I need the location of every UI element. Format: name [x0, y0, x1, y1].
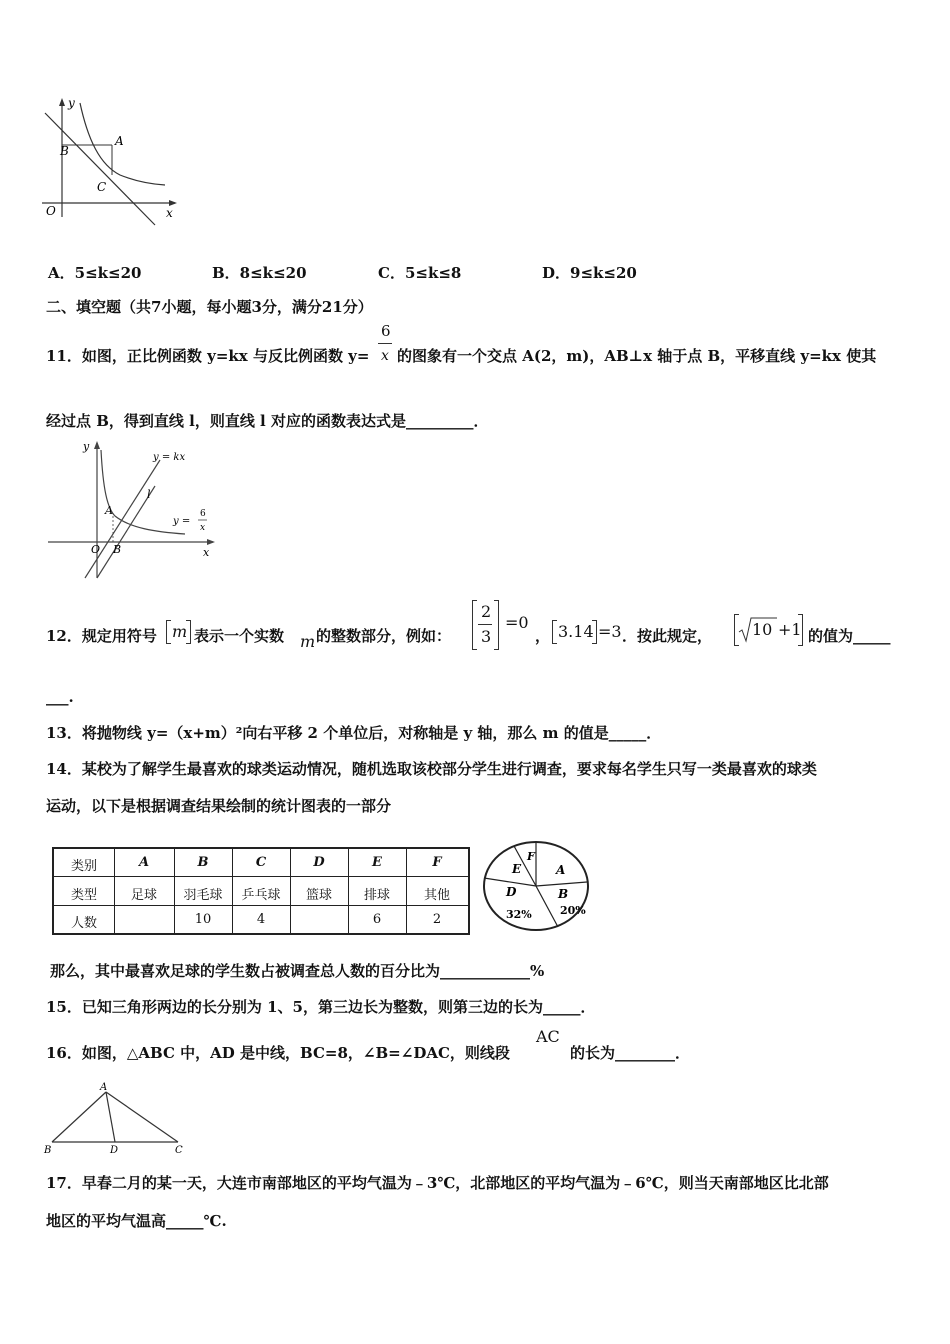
table-type: 足球	[130, 888, 157, 903]
q12-bracket-right	[186, 620, 191, 644]
q14-table	[52, 847, 470, 935]
q12-bracket-m: m	[172, 622, 188, 641]
fig10-x-label: x	[166, 206, 173, 220]
q16-seg: AC	[536, 1027, 560, 1046]
q12-bracket3-right	[798, 614, 803, 646]
q12-ex1-result: =0	[505, 613, 529, 632]
q14-line2: 运动，以下是根据调查结果绘制的统计图表的一部分	[46, 797, 392, 815]
q12-ex2-bracket-right	[592, 620, 597, 644]
q12-ex2-bracket-left	[552, 620, 557, 644]
table-row-header: 类型	[70, 888, 97, 903]
q11-fig-x-label: x	[203, 546, 210, 559]
table-category: A	[138, 855, 150, 870]
table-type: 排球	[363, 888, 390, 903]
table-count: 4	[256, 912, 266, 927]
q14-line1: 14．某校为了解学生最喜欢的球类运动情况，随机选取该校部分学生进行调查，要求每名学生只写一类最喜欢的球类	[46, 760, 817, 778]
q11-fig-point-b: B	[113, 543, 122, 556]
pie-label-b: B	[558, 887, 569, 901]
q11-fig-curve-den: x	[200, 523, 206, 533]
table-category: F	[432, 855, 442, 870]
q16-fig-c: C	[175, 1145, 183, 1156]
q15: 15．已知三角形两边的长分别为 1、5，第三边长为整数，则第三边的长为_____．	[46, 998, 596, 1016]
section-title: 二、填空题（共7小题，每小题3分，满分21分）	[46, 298, 373, 316]
table-count: 2	[432, 912, 442, 927]
q12-ex1-den: 3	[481, 627, 492, 646]
q10-option-a: A．5≤k≤20	[48, 264, 142, 282]
q11-fig-line-l: l	[147, 488, 151, 501]
q10-option-b: B．8≤k≤20	[212, 264, 307, 282]
q11-fig-curve-label: y =	[173, 516, 191, 527]
table-type: 其他	[423, 888, 450, 903]
q17-line1: 17．早春二月的某一天，大连市南部地区的平均气温为﹣3℃，北部地区的平均气温为﹣6℃，则当天南部地区比北部	[46, 1174, 829, 1192]
q16-post: 的长为________．	[570, 1044, 691, 1062]
q14-answer-line: 那么，其中最喜欢足球的学生数占被调查总人数的百分比为____________%	[50, 962, 545, 980]
table-category: B	[197, 855, 209, 870]
q16-figure	[42, 1080, 187, 1158]
q11-figure	[45, 438, 220, 583]
q12-m-var: m	[300, 632, 316, 651]
q12-bracket-left	[166, 620, 171, 644]
q12-mid1: 表示一个实数	[194, 627, 285, 645]
pie-pct-b: 20%	[560, 904, 586, 917]
q12-radicand: 10	[752, 620, 773, 639]
q12-ex1-bracket-left	[472, 600, 477, 650]
pie-label-f: F	[527, 850, 535, 863]
q11-fig-point-a: A	[105, 504, 113, 517]
table-count: 6	[372, 912, 382, 927]
q11-frac-den: x	[381, 348, 389, 364]
q10-option-c: C．5≤k≤8	[378, 264, 462, 282]
pie-label-a: A	[556, 863, 566, 877]
table-category: E	[372, 855, 382, 870]
q11-line2: 经过点 B，得到直线 l，则直线 l 对应的函数表达式是_________．	[46, 412, 489, 430]
q16-pre: 16．如图，△ABC 中，AD 是中线，BC=8，∠B=∠DAC，则线段	[46, 1044, 510, 1062]
pie-pct-d: 32%	[506, 908, 532, 921]
q11-line1-post: 的图象有一个交点 A(2，m)，AB⊥x 轴于点 B，平移直线 y=kx 使其	[397, 347, 877, 365]
fig10-point-b: B	[60, 144, 69, 158]
q12-mid2: 的整数部分，例如：	[316, 627, 452, 645]
fig10-origin-label: O	[46, 204, 56, 218]
q17-line2: 地区的平均气温高_____℃.	[46, 1212, 227, 1230]
q12-ex1-bracket-right	[494, 600, 499, 650]
table-type: 乒乓球	[241, 888, 281, 903]
fig10-point-c: C	[97, 180, 107, 194]
q11-fig-y-label: y	[83, 440, 90, 453]
pie-label-e: E	[512, 862, 522, 876]
table-type: 羽毛球	[183, 888, 223, 903]
q12-comma: ，	[535, 627, 551, 645]
q12-mid3: ．按此规定，	[622, 627, 713, 645]
q14-pie	[480, 838, 600, 933]
table-row-header: 类别	[70, 859, 97, 874]
q12-ex2: 3.14	[558, 622, 594, 641]
q12-line2: ___.	[46, 688, 74, 706]
q12-ex1-bar	[478, 624, 492, 625]
q10-figure	[40, 95, 180, 230]
q12-ex1-num: 2	[481, 602, 492, 621]
q12-ex2-result: =3	[598, 622, 622, 641]
table-type: 篮球	[305, 888, 332, 903]
q10-option-d: D．9≤k≤20	[542, 264, 637, 282]
q11-fig-line-kx: y = kx	[153, 452, 186, 463]
table-count: 10	[194, 912, 212, 927]
fig10-y-label: y	[68, 96, 75, 110]
table-category: D	[313, 855, 325, 870]
q11-fig-curve-num: 6	[200, 509, 206, 519]
q12-plus-one: +1	[778, 620, 802, 639]
table-row-header: 人数	[70, 916, 97, 931]
q13: 13．将抛物线 y=（x+m）²向右平移 2 个单位后，对称轴是 y 轴，那么 m 的值是_____．	[46, 724, 662, 742]
q16-fig-b: B	[44, 1145, 52, 1156]
q16-fig-a: A	[100, 1082, 108, 1093]
q11-fig-origin: O	[91, 543, 101, 556]
q11-line1-pre: 11．如图，正比例函数 y=kx 与反比例函数 y=	[46, 347, 370, 365]
q12-pre: 12．规定用符号	[46, 627, 157, 645]
q16-fig-d: D	[110, 1145, 119, 1156]
q11-frac-num: 6	[381, 322, 391, 340]
table-category: C	[255, 855, 267, 870]
q12-post: 的值为_____	[808, 627, 891, 645]
q11-frac-bar	[378, 343, 392, 344]
fig10-point-a: A	[115, 134, 124, 148]
pie-label-d: D	[506, 885, 517, 899]
